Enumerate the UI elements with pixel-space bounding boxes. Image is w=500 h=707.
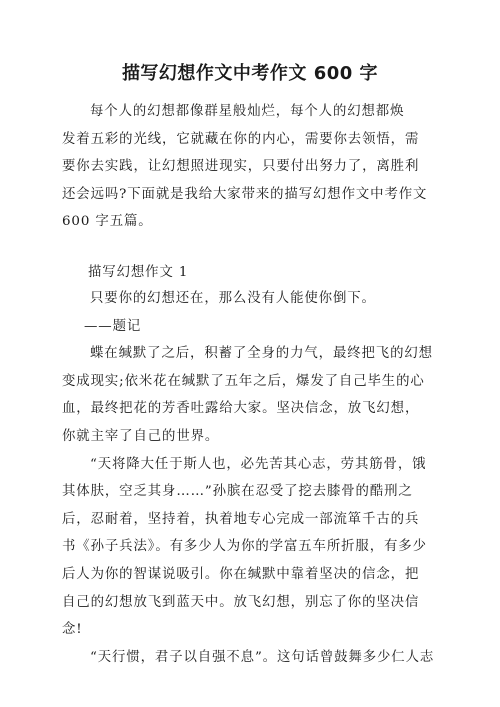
body-line: 其体肤，空乏其身……”孙膑在忍受了挖去膝骨的酷刑之 [62,484,413,500]
body-line: 后，忍耐着，坚持着，执着地专心完成一部流箪千古的兵 [62,511,420,527]
body-line: 念! [62,622,83,638]
document-title: 描写幻想作文中考作文 600 字 [121,63,379,84]
body-line: 书《孙子兵法》。有多少人为你的学富五车所折服，有多少 [62,539,427,555]
body-line: 自己的幻想放飞到蓝天中。放飞幻想，别忘了你的坚决信 [62,594,420,610]
body-line: 后人为你的智谋说吸引。你在缄默中靠着坚决的信念，把 [62,566,420,582]
epigraph-attribution: ——题记 [84,318,142,334]
body-line: 血，最终把花的芳香吐露给大家。坚决信念，放飞幻想， [62,401,420,417]
intro-line: 每个人的幻想都像群星般灿烂，每个人的幻想都焕 [90,104,405,119]
intro-line: 600 字五篇。 [62,214,153,230]
body-line: “天将降大任于斯人也，必先苦其心志，劳其筋骨，饿 [90,456,427,472]
intro-line: 发着五彩的光线，它就藏在你的内心，需要你去领悟，需 [62,131,420,147]
section-heading-text: 描写幻想作文 1 [88,265,189,280]
section-body [62,285,438,671]
intro-paragraph [62,98,438,236]
body-line: 你就主宰了自己的世界。 [62,428,220,444]
body-line: 只要你的幻想还在，那么没有人能使你倒下。 [90,291,376,306]
body-line: 蝶在缄默了之后，积蓄了全身的力气，最终把飞的幻想 [90,346,433,362]
section-heading [88,259,388,287]
body-line: 变成现实;依米花在缄默了五年之后，爆发了自己毕生的心 [62,373,425,389]
intro-line: 还会远吗?下面就是我给大家带来的描写幻想作文中考作文 [62,186,428,202]
intro-line: 要你去实践，让幻想照进现实，只要付出努力了，离胜利 [62,159,420,175]
body-line: “天行惯，君子以自强不息”。这句话曾鼓舞多少仁人志 [90,649,435,665]
